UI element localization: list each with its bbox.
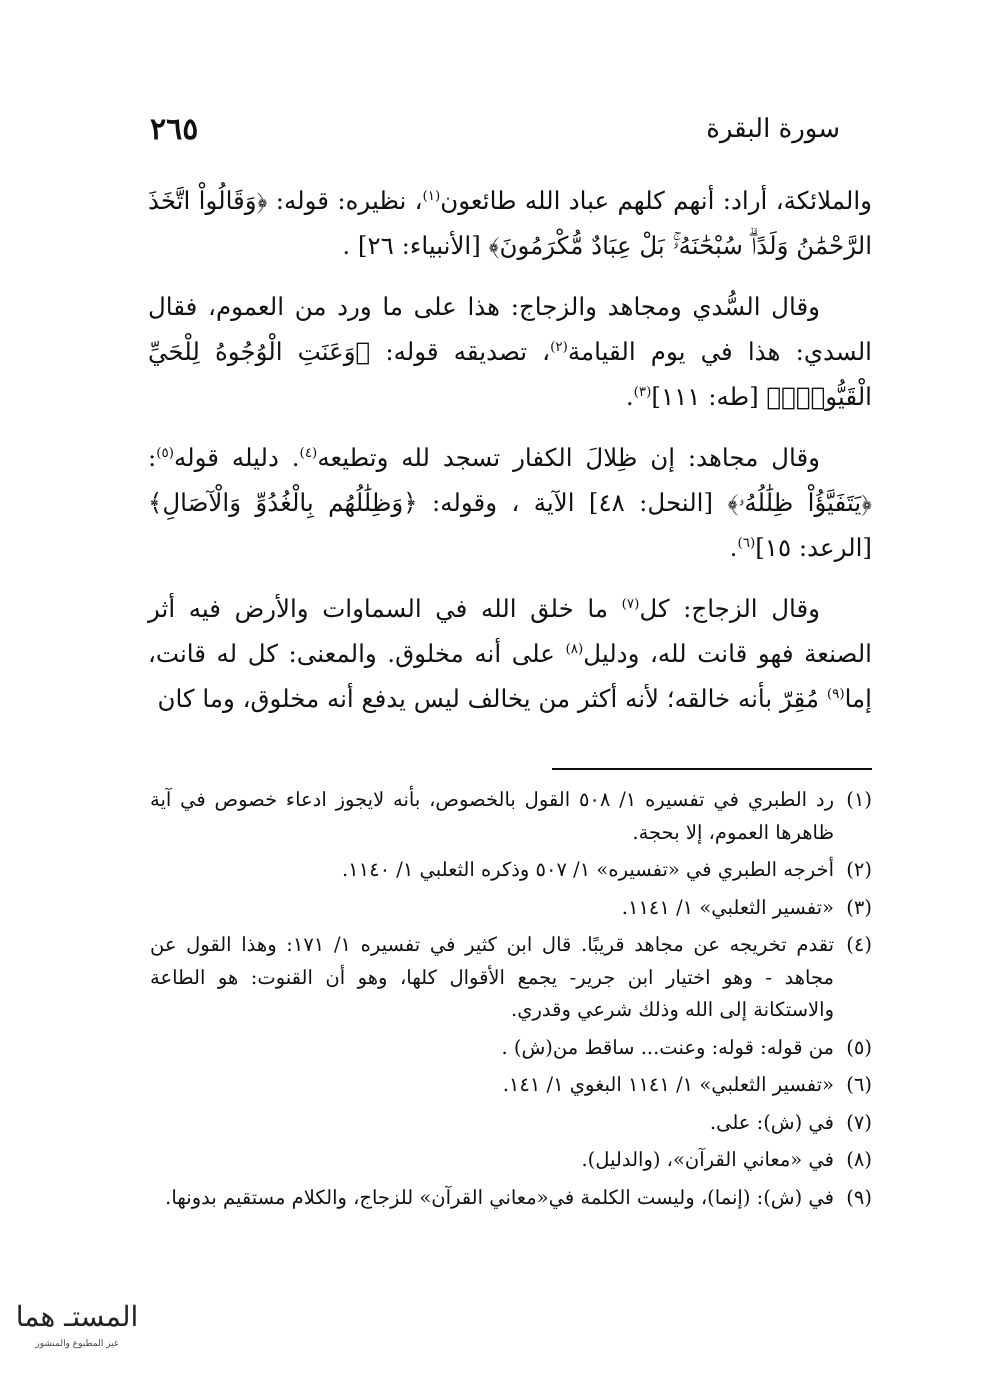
footnote [150, 1182, 872, 1215]
text-run: مُقِرّ بأنه خالقه؛ لأنه أكثر من يخالف ليس يدفع أنه مخلوق، وما كان [157, 684, 827, 713]
footnote-ref: (٤) [299, 444, 318, 461]
quran-verse: ﴿وَقَالُواْ اتَّخَذَ الرَّحْمَٰنُ وَلَدًاۗ سُبْحَٰنَهُۥۚ بَلْ عِبَادٌ مُّكْرَمُونَ﴾ [148, 186, 872, 260]
footnote [150, 1144, 872, 1177]
footnote-text: «تفسير الثعلبي» ١/ ١١٤١ البغوي ١/ ١٤١. [502, 1073, 834, 1096]
text-run: ، تصديقه قوله: [370, 337, 551, 366]
footnote [150, 1107, 872, 1140]
footnote-number: (٣) [846, 895, 872, 919]
publisher-logo [12, 1290, 142, 1354]
footnote-number: (٦) [846, 1073, 872, 1096]
footnote-ref: (١) [422, 187, 441, 204]
footnote-ref: (٨) [565, 640, 584, 657]
footnote-text: رد الطبري في تفسيره ١/ ٥٠٨ القول بالخصوص، بأنه لايجوز ادعاء خصوص في آية ظاهرها العموم، إلا بحجة. [150, 788, 834, 844]
text-run: [الأنبياء: ٢٦] . [342, 231, 489, 260]
footnote [150, 1032, 872, 1065]
footnote [150, 784, 872, 849]
quran-verse: ﴿يَتَفَيَّؤُاْ ظِلَٰلُهُۥ﴾ [727, 488, 872, 517]
text-run: ما خلق الله في السماوات والأرض فيه أثر الصنعة فهو قانت لله، ودليل [148, 594, 872, 668]
text-run: [النحل: ٤٨] الآية ، وقوله: [417, 488, 728, 517]
surah-title: سورة البقرة [706, 114, 840, 144]
paragraph [148, 178, 872, 268]
footnote-number: (٤) [846, 933, 872, 956]
logo-main-text: المستـ هما [15, 1300, 139, 1333]
text-run: . [729, 533, 738, 562]
footnote-number: (١) [846, 788, 872, 811]
footnote [150, 854, 872, 887]
text-run: وقال السُّدي ومجاهد والزجاج: هذا على ما ورد من العموم، فقال السدي: هذا في يوم القيامة [148, 292, 872, 366]
footnote-text: من قوله: قوله: وعنت... ساقط من(ش) . [501, 1035, 834, 1059]
footnote-number: (٢) [846, 858, 872, 881]
paragraph [148, 284, 872, 419]
page-number: ٢٦٥ [150, 112, 199, 147]
text-run: . [625, 382, 634, 411]
text-run: ، نظيره: قوله: [267, 186, 423, 215]
text-run: والملائكة، أراد: أنهم كلهم عباد الله طائعون [440, 186, 872, 215]
paragraph [148, 435, 872, 570]
footnote-number: (٩) [846, 1185, 872, 1209]
footnote-number: (٧) [846, 1110, 872, 1134]
logo-sub-text: غير المطبوع والمنشور [35, 1339, 119, 1349]
footnote-ref: (٧) [621, 595, 640, 612]
page-header [150, 112, 840, 152]
text-run: [طه: ١١١] [651, 382, 767, 411]
text-run: [الرعد: ١٥] [755, 533, 872, 562]
footnote-ref: (٦) [737, 534, 756, 551]
footnote-text: أخرجه الطبري في «تفسيره» ١/ ٥٠٧ وذكره الثعلبي ١/ ١١٤٠. [341, 858, 834, 881]
footnote [150, 929, 872, 1027]
paragraph [148, 586, 872, 721]
text-run: على أنه مخلوق. والمعنى: كل له قانت، إما [148, 639, 872, 713]
text-run: وقال مجاهد: إن ظِلالَ الكفار تسجد لله وتطيعه [317, 443, 820, 472]
footnote-ref: (٥) [156, 444, 175, 461]
footnote-ref: (٩) [826, 685, 845, 702]
footnote-ref: (٢) [550, 338, 568, 355]
footnote [150, 1069, 872, 1102]
main-text [148, 178, 872, 737]
footnote-ref: (٣) [633, 383, 652, 400]
quran-verse: ﴿وَعَنَتِ الْوُجُوهُ لِلْحَيِّ الْقَيُّومِۖ﴾ [148, 337, 872, 411]
text-run: : [148, 443, 157, 472]
footnote-separator [552, 768, 872, 770]
footnote-number: (٨) [846, 1148, 872, 1171]
quran-verse: ﴿وَظِلَٰلُهُم بِالْغُدُوِّ وَالْآصَالِ﴾ [148, 488, 418, 517]
footnote-text: في (ش): على. [709, 1110, 834, 1134]
footnotes [150, 784, 872, 1219]
footnote-text: تقدم تخريجه عن مجاهد قريبًا. قال ابن كثير في تفسيره ١/ ١٧١: وهذا القول عن مجاهد - وهو اختيار ابن جرير- يجمع الأقوال كلها، وهو أن القنوت: هو الطاعة والاستكانة إلى الله وذلك شرعي وقدري. [150, 933, 834, 1021]
footnote-text: في (ش): (إنما)، وليست الكلمة في«معاني القرآن» للزجاج، والكلام مستقيم بدونها. [165, 1185, 834, 1209]
text-run: . دليله قوله [174, 443, 300, 472]
footnote-text: في «معاني القرآن»، (والدليل). [581, 1148, 834, 1171]
footnote-number: (٥) [846, 1035, 872, 1059]
footnote-text: «تفسير الثعلبي» ١/ ١١٤١. [621, 895, 834, 919]
footnote [150, 892, 872, 925]
text-run: وقال الزجاج: كل [639, 594, 821, 623]
